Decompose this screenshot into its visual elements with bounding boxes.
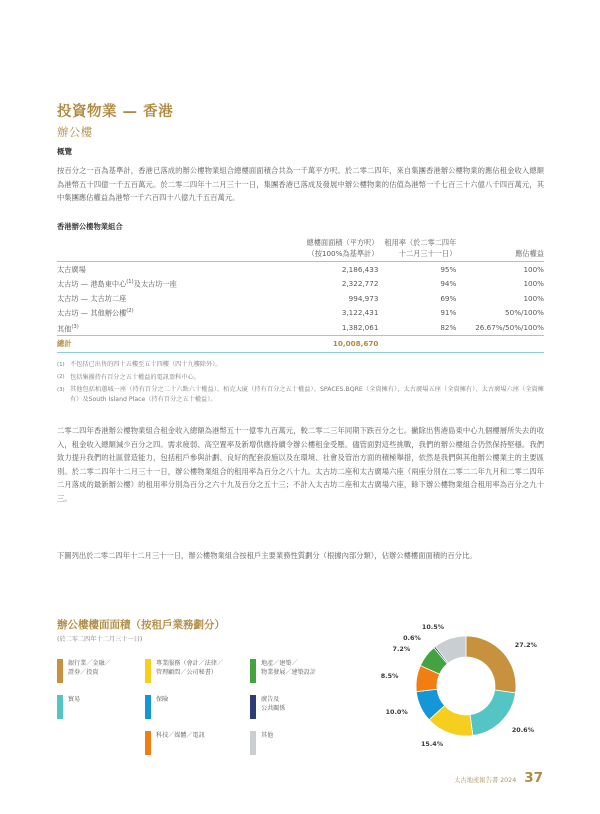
footnote-marker: (1) bbox=[57, 361, 65, 368]
legend-color-swatch bbox=[250, 695, 256, 719]
footnote-list bbox=[57, 360, 544, 407]
chart-subtitle: (於二零二四年十二月三十一日) bbox=[57, 636, 143, 643]
donut-slice-label: 8.5% bbox=[380, 672, 399, 681]
cell-interest: 100% bbox=[523, 293, 544, 303]
legend-label: 其他 bbox=[261, 732, 274, 739]
th-gross-floor-area: 總樓面面積（平方呎） （按100%為基準計） bbox=[281, 238, 378, 262]
cell-occupancy: 82% bbox=[378, 320, 456, 336]
cell-gross-floor-area: 994,973 bbox=[348, 293, 379, 303]
donut-slice-label: 7.2% bbox=[392, 644, 411, 653]
cell-total-label: 總計 bbox=[57, 336, 281, 353]
legend-item bbox=[57, 694, 145, 730]
table-row bbox=[57, 320, 544, 336]
table-caption: 香港辦公樓物業組合 bbox=[57, 222, 123, 231]
cell-interest: 50%/100% bbox=[505, 308, 544, 318]
legend-item bbox=[250, 694, 370, 730]
footnote-ref: (1) bbox=[126, 279, 134, 286]
table-row bbox=[57, 305, 544, 320]
footer-page-number: 37 bbox=[524, 770, 543, 786]
cell-gross-floor-area: 1,382,061 bbox=[281, 320, 378, 336]
cell-gross-floor-area: 3,122,431 bbox=[341, 308, 379, 318]
cell-interest: 26.67%/50%/100% bbox=[456, 320, 544, 336]
cell-interest: 100% bbox=[523, 279, 544, 289]
section-heading-overview: 概覽 bbox=[57, 147, 72, 156]
footnote-ref: (3) bbox=[71, 323, 79, 330]
cell-total-occupancy bbox=[378, 336, 456, 353]
cell-occupancy: 94% bbox=[440, 279, 457, 289]
legend-label: 貿易 bbox=[68, 696, 81, 703]
footnote-marker: (2) bbox=[57, 374, 65, 381]
legend-label: 專業服務（會計／法律／ 管理顧問／公司秘書） bbox=[156, 660, 224, 677]
donut-slice-label: 10.5% bbox=[421, 623, 445, 632]
page-footer bbox=[454, 770, 543, 786]
legend-item bbox=[57, 658, 145, 694]
cell-gross-floor-area: 2,322,772 bbox=[341, 279, 379, 289]
th-property bbox=[57, 238, 281, 262]
footnote-item bbox=[57, 373, 544, 383]
cell-interest: 100% bbox=[523, 264, 544, 274]
paragraph-chart-intro: 下圖列出於二零二四年十二月三十一日，辦公樓物業組合按租戶主要業務性質劃分（根據內部分類），佔辦公樓樓面面積的百分比。 bbox=[57, 551, 477, 560]
paragraph-intro: 按百分之一百為基準計，香港已落成的辦公樓物業組合總樓面面積合共為一千萬平方呎。於二零二四年，來自集團香港辦公樓物業的應佔租金收入總額為港幣五十四億一千五百萬元。於二零二四年十二月三十一日，集團香港已落成及發展中辦公樓物業的估值為港幣一千七百三十六億八千四百萬元，其中集團應佔權益為港幣一千六百四十八億九千五百萬元。 bbox=[57, 166, 544, 203]
donut-slice-label: 15.4% bbox=[420, 740, 444, 749]
footer-report-name: 太古地產報告書 2024 bbox=[454, 777, 517, 784]
donut-slice-label: 20.6% bbox=[511, 725, 534, 734]
legend-color-swatch bbox=[250, 659, 256, 683]
cell-property-name: 太古廣場 bbox=[57, 264, 86, 274]
paragraph-performance: 二零二四年香港辦公樓物業組合租金收入總額為港幣五十一億零九百萬元，較二零二三年同期下跌百分之七。撇除出售港島東中心九個樓層所失去的收入，租金收入總額減少百分之四。需求疲弱、高空置率及新增供應持續令辦公樓租金受壓。儘管面對這些挑戰，我們的辦公樓組合仍然保持堅穩。我們致力提升我們的社區營造能力，包括租戶參與計劃、良好的配套設施以及在環境、社會及管治方面的積極舉措，依然是我們與其他辦公樓業主的主要區別。於二零二四年十二月三十一日，辦公樓物業組合的租用率為百分之八十九。太古坊二座和太古廣場六座（兩座分別在二零二二年九月和二零二四年二月落成的最新辦公樓）的租用率分別為百分之六十九及百分之五十三；不計入太古坊二座和太古廣場六座，餘下辦公樓物業組合租用率為百分之九十三。 bbox=[57, 426, 544, 503]
legend-label: 地產／建築／ 物業發展／建築設計 bbox=[261, 660, 316, 677]
legend-item bbox=[145, 658, 250, 694]
table-row bbox=[57, 262, 544, 276]
page-subtitle: 辦公樓 bbox=[57, 125, 93, 139]
chart-legend bbox=[57, 658, 377, 766]
legend-color-swatch bbox=[145, 731, 151, 755]
th-interest: 應佔權益 bbox=[456, 238, 544, 262]
legend-label: 科技／媒體／電訊 bbox=[156, 732, 205, 739]
donut-slice-label: 0.6% bbox=[403, 633, 421, 642]
cell-occupancy: 91% bbox=[440, 308, 457, 318]
cell-total-area: 10,008,670 bbox=[281, 336, 378, 353]
donut-slice-label: 10.0% bbox=[385, 707, 408, 716]
legend-label: 廣告及 公共關係 bbox=[261, 696, 286, 713]
footnote-item bbox=[57, 385, 544, 404]
footnote-text: 包括集團持有百分之五十權益的電訊盈科中心。 bbox=[70, 373, 200, 381]
footnote-text: 不包括已出售的四十五樓至五十四樓（四十九樓除外）。 bbox=[70, 361, 222, 368]
cell-property-name: 太古坊 — 太古坊二座 bbox=[57, 293, 127, 303]
donut-chart bbox=[378, 618, 558, 753]
chart-title: 辦公樓樓面面積（按租戶業務劃分） bbox=[57, 619, 225, 631]
donut-slice-label: 27.2% bbox=[514, 641, 537, 650]
table-row bbox=[57, 276, 544, 291]
legend-color-swatch bbox=[57, 695, 63, 719]
legend-color-swatch bbox=[145, 659, 151, 683]
cell-occupancy: 95% bbox=[440, 264, 457, 274]
legend-label: 保險 bbox=[156, 696, 169, 703]
donut-slice bbox=[466, 636, 516, 693]
legend-item bbox=[250, 730, 370, 766]
donut-slice bbox=[470, 690, 516, 736]
legend-label: 銀行業／金融／ 證券／投資 bbox=[68, 660, 111, 677]
footnote-ref: (2) bbox=[126, 308, 134, 315]
legend-color-swatch bbox=[250, 731, 256, 755]
cell-property-name: 太古坊 — 其他辦公樓$^{(2)}$ bbox=[57, 308, 134, 318]
legend-item bbox=[250, 658, 370, 694]
legend-spacer bbox=[57, 730, 145, 766]
office-portfolio-table bbox=[57, 238, 544, 353]
footnote-text: 其他包括栢蕙城一座（持有百分之二十六點六十權益）、栢克大廈（持有百分之五十權益）、SPACES.BQRE（全資擁有）、太古廣場五座（全資擁有）、太古廣場六座（全資擁有）及South Island Place（持有百分之五十權益）。 bbox=[70, 386, 544, 403]
th-occupancy: 租用率（於二零二四年 十二月三十一日） bbox=[378, 238, 456, 262]
cell-total-interest bbox=[456, 336, 544, 353]
table-total-row bbox=[57, 336, 544, 353]
cell-property-name: 其他$^{(3)}$ bbox=[57, 320, 281, 336]
table-header-row bbox=[57, 238, 544, 262]
cell-gross-floor-area: 2,186,433 bbox=[341, 264, 379, 274]
footnote-item bbox=[57, 360, 544, 370]
legend-color-swatch bbox=[145, 695, 151, 719]
cell-property-name: 太古坊 — 港島東中心$^{(1)}$及太古坊一座 bbox=[57, 279, 177, 289]
footnote-marker: (3) bbox=[57, 386, 65, 393]
page-title: 投資物業 — 香港 bbox=[57, 104, 174, 120]
table-row bbox=[57, 291, 544, 305]
legend-color-swatch bbox=[57, 659, 63, 683]
legend-item bbox=[145, 730, 250, 766]
legend-item bbox=[145, 694, 250, 730]
cell-occupancy: 69% bbox=[440, 293, 457, 303]
